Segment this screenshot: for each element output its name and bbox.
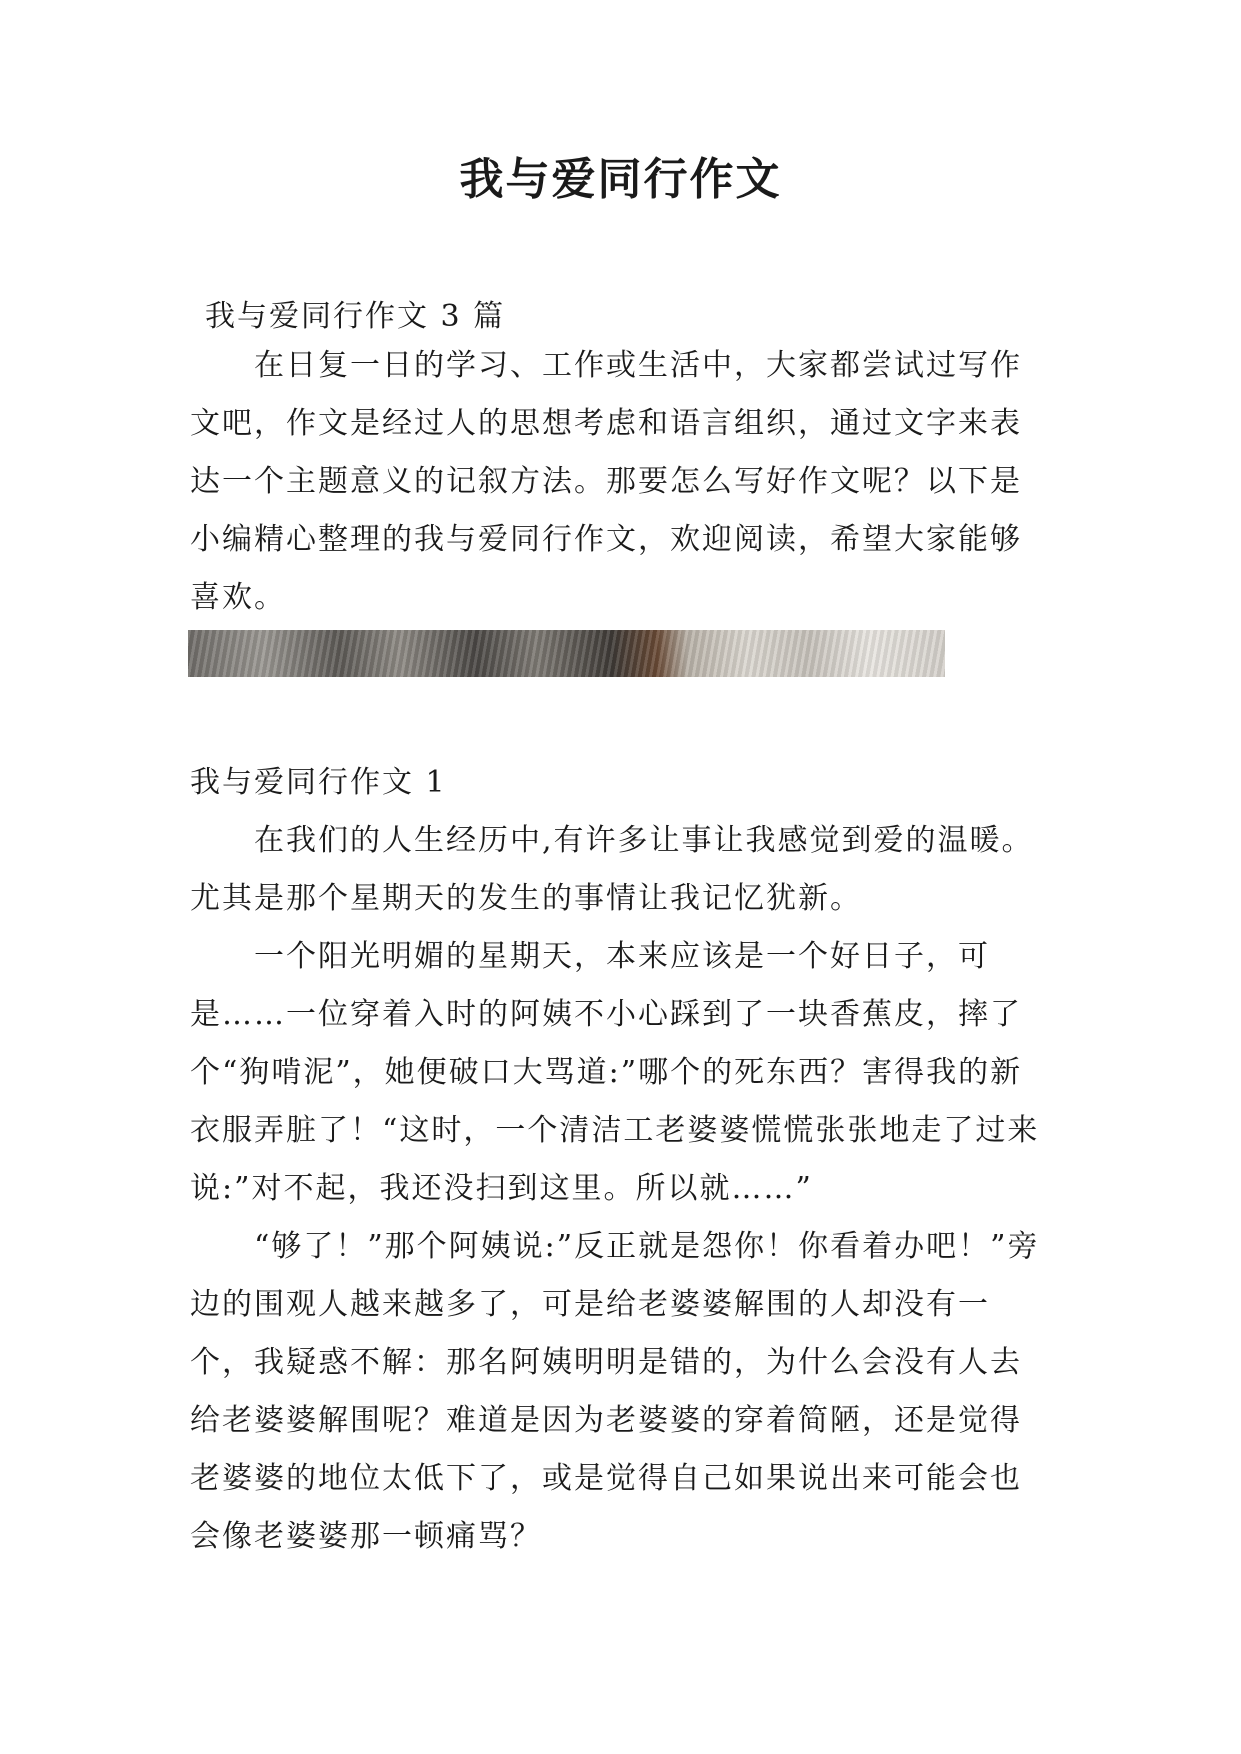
intro-paragraph: 在日复一日的学习、工作或生活中，大家都尝试过写作文吧，作文是经过人的思想考虑和语言组织，通过文字来表达一个主题意义的记叙方法。那要怎么写好作文呢？以下是小编精心整理的我与爱同行作文，欢迎阅读，希望大家能够喜欢。 (190, 348, 1022, 615)
banner-image (188, 630, 945, 677)
document-title: 我与爱同行作文 (459, 154, 782, 205)
section-heading: 我与爱同行作文 1 (190, 765, 447, 800)
body-paragraph: 一个阳光明媚的星期天，本来应该是一个好日子，可是……一位穿着入时的阿姨不小心踩到了一块香蕉皮，摔了个“狗啃泥”，她便破口大骂道:”哪个的死东西？害得我的新衣服弄脏了！“这时，一个清洁工老婆婆慌慌张张地走了过来说:”对不起，我还没扫到这里。所以就……” (190, 939, 1040, 1206)
body-paragraph: 在我们的人生经历中,有许多让事让我感觉到爱的温暖。尤其是那个星期天的发生的事情让我记忆犹新。 (190, 823, 1034, 916)
body-paragraph: “够了！”那个阿姨说:”反正就是怨你！你看着办吧！”旁边的围观人越来越多了，可是给老婆婆解围的人却没有一个，我疑惑不解：那名阿姨明明是错的，为什么会没有人去给老婆婆解围呢？难道是因为老婆婆的穿着简陋，还是觉得老婆婆的地位太低下了，或是觉得自己如果说出来可能会也会像老婆婆那一顿痛骂？ (190, 1229, 1040, 1554)
document-subtitle: 我与爱同行作文 3 篇 (205, 299, 506, 334)
